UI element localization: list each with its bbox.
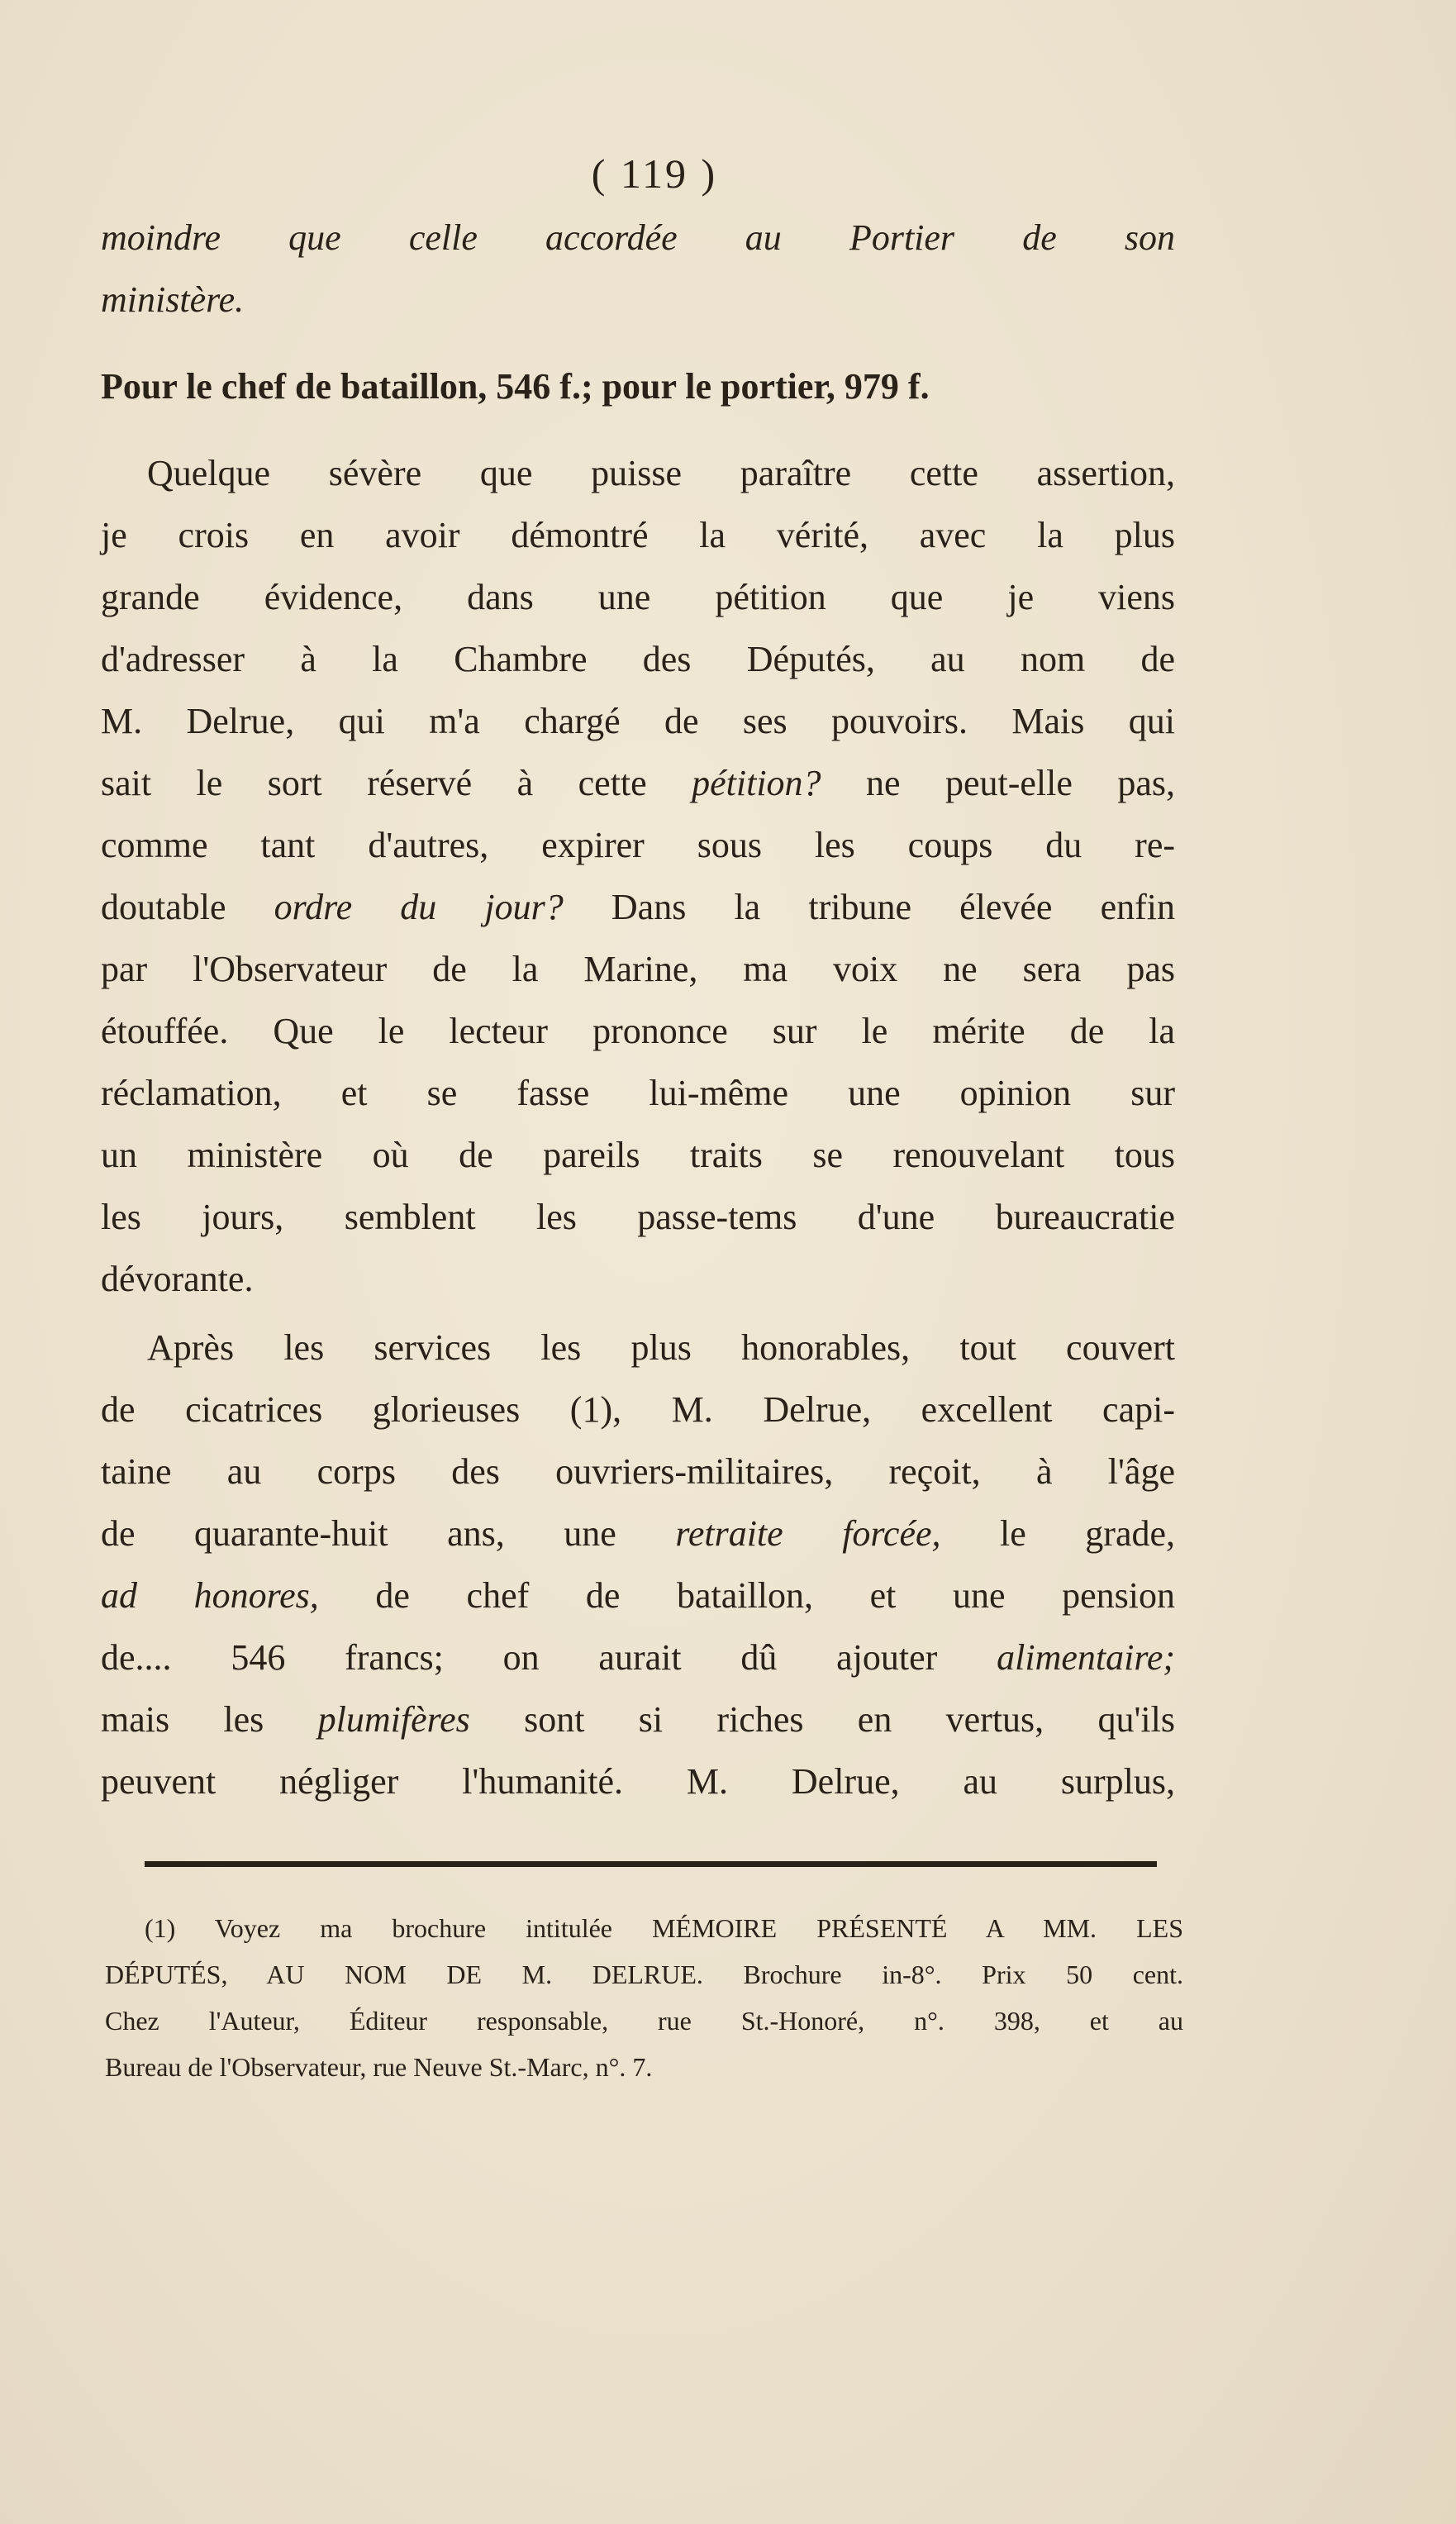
italic-span: plumifères bbox=[317, 1699, 470, 1740]
text-line: étouffée. Que le lecteur prononce sur le mérite de la bbox=[101, 1011, 1175, 1051]
text-span: mais les bbox=[101, 1699, 318, 1740]
main-text bbox=[101, 140, 1175, 1812]
text-line: les jours, semblent les passe-tems d'une bureaucratie bbox=[101, 1197, 1175, 1237]
italic-span: ad honores, bbox=[101, 1575, 319, 1616]
text-line: M. Delrue, qui m'a chargé de ses pouvoirs. Mais qui bbox=[101, 701, 1175, 741]
text-span: de.... 546 francs; on aurait dû ajouter bbox=[101, 1637, 997, 1678]
text-span: de chef de bataillon, et une pension bbox=[318, 1575, 1175, 1616]
text-line: je crois en avoir démontré la vérité, avec la plus bbox=[101, 515, 1175, 555]
text-line: moindre que celle accordée au Portier de son bbox=[101, 217, 1175, 258]
text-line: Quelque sévère que puisse paraître cette assertion, bbox=[147, 453, 1175, 493]
text-line: comme tant d'autres, expirer sous les coups du re- bbox=[101, 825, 1175, 865]
text-line: de cicatrices glorieuses (1), M. Delrue, excellent capi- bbox=[101, 1389, 1175, 1430]
text-line bbox=[101, 1626, 1175, 1688]
text-line: un ministère où de pareils traits se renouvelant tous bbox=[101, 1135, 1175, 1175]
text-line: Pour le chef de bataillon, 546 f.; pour le portier, 979 f. bbox=[101, 366, 930, 407]
text-line bbox=[101, 1564, 1175, 1626]
text-span: ne peut-elle pas, bbox=[821, 763, 1175, 803]
text-line: réclamation, et se fasse lui-même une opinion sur bbox=[101, 1073, 1175, 1113]
text-line bbox=[101, 752, 1175, 814]
text-line: peuvent négliger l'humanité. M. Delrue, au surplus, bbox=[101, 1761, 1175, 1802]
italic-span: alimentaire; bbox=[997, 1637, 1175, 1678]
body-text bbox=[101, 207, 1175, 1812]
text-line: taine au corps des ouvriers-militaires, reçoit, à l'âge bbox=[101, 1451, 1175, 1492]
italic-span: pétition? bbox=[692, 763, 821, 803]
text-line bbox=[101, 1502, 1175, 1564]
page-number: ( 119 ) bbox=[591, 150, 718, 197]
text-line: grande évidence, dans une pétition que je viens bbox=[101, 577, 1175, 617]
italic-span: retraite forcée, bbox=[675, 1513, 941, 1554]
text-line bbox=[101, 876, 1175, 938]
footnote-line: DÉPUTÉS, AU NOM DE M. DELRUE. Brochure in-8°. Prix 50 cent. bbox=[105, 1960, 1183, 1989]
footnote-line: Bureau de l'Observateur, rue Neuve St.-Marc, n°. 7. bbox=[105, 2052, 653, 2082]
text-span: le grade, bbox=[940, 1513, 1176, 1554]
footnote bbox=[105, 1905, 1183, 2090]
text-line: ministère. bbox=[101, 279, 245, 320]
text-span: Dans la tribune élevée enfin bbox=[563, 887, 1175, 927]
text-line: par l'Observateur de la Marine, ma voix ne sera pas bbox=[101, 949, 1175, 989]
text-line: dévorante. bbox=[101, 1259, 254, 1299]
footnote-line: Chez l'Auteur, Éditeur responsable, rue St.-Honoré, n°. 398, et au bbox=[105, 2006, 1183, 2036]
italic-span: ordre du jour? bbox=[274, 887, 564, 927]
footnote-line: (1) Voyez ma brochure intitulée MÉMOIRE PRÉSENTÉ A MM. LES bbox=[145, 1913, 1183, 1943]
text-line bbox=[101, 1688, 1175, 1750]
text-span: sait le sort réservé à cette bbox=[101, 763, 692, 803]
text-span: sont si riches en vertus, qu'ils bbox=[469, 1699, 1175, 1740]
footnote-rule bbox=[145, 1861, 1157, 1867]
text-line: d'adresser à la Chambre des Députés, au nom de bbox=[101, 639, 1175, 679]
text-span: doutable bbox=[101, 887, 274, 927]
text-line: Après les services les plus honorables, tout couvert bbox=[147, 1327, 1175, 1368]
text-span: de quarante-huit ans, une bbox=[101, 1513, 676, 1554]
